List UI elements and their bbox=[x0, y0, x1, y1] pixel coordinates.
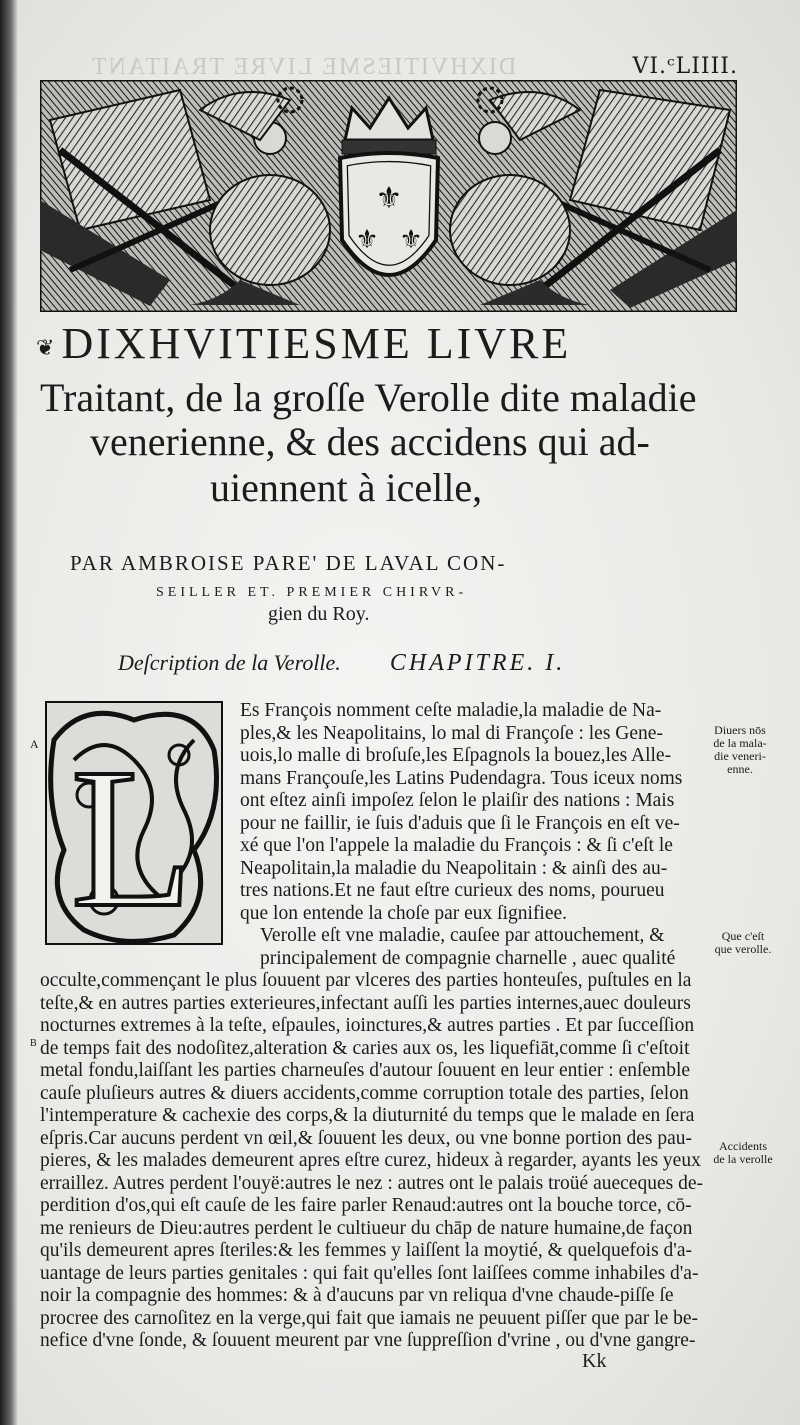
text-line: que verolle. bbox=[714, 942, 772, 956]
text-line: Que c'eſt bbox=[721, 929, 765, 943]
decorated-initial bbox=[44, 700, 224, 946]
side-mark-b: B bbox=[30, 1038, 37, 1049]
text-line: qu'ils demeurent apres ſteriles:& les femmes y laiſſent la moytié, & quelquefois d'a- bbox=[40, 1240, 692, 1261]
bleed-through-text: DIXHVITIESME LIVRE TRAITANT bbox=[90, 54, 517, 80]
initial-letter: L bbox=[70, 728, 194, 946]
chapter-number: CHAPITRE. I. bbox=[389, 650, 566, 676]
text-line: l'intemperature & cachexie des corps,& la diuturnité du temps que le malade en ſera bbox=[40, 1105, 695, 1126]
text-line: que lon entende la choſe par eux ſignifiee. bbox=[240, 902, 568, 924]
body-text-block-2 bbox=[40, 970, 710, 1353]
text-line: Es François nomment ceſte maladie,la maladie de Na- bbox=[240, 700, 662, 721]
book-title-line2: Traitant, de la groſſe Verolle dite maladie bbox=[40, 375, 697, 420]
woodcut-headpiece bbox=[40, 80, 737, 312]
svg-text:⚜: ⚜ bbox=[355, 225, 379, 255]
text-line: die veneri- bbox=[714, 749, 766, 763]
text-line: noir la compagnie des hommes: & à d'aucuns par vn reliqua d'vne chaude-piſſe ſe bbox=[40, 1285, 674, 1306]
folio-number: VI.ᶜLIIII. bbox=[632, 54, 738, 79]
svg-text:⚜: ⚜ bbox=[375, 181, 403, 216]
text-line: uois,lo malle di broſuſe,les Eſpagnols la bouez,les Alle- bbox=[240, 745, 672, 766]
text-line: mans Françouſe,les Latins Pudendagra. Tous iceux noms bbox=[240, 767, 683, 789]
signature-mark: Kk bbox=[582, 1350, 607, 1372]
text-line: principalement de compagnie charnelle , auec qualité bbox=[260, 947, 676, 969]
text-line: pieres, & les malades demeurent apres eſtre curez, hideux à regarder, ayants les yeux bbox=[40, 1150, 701, 1171]
body-text-block-1 bbox=[240, 700, 700, 970]
text-line: procree des carnoſitez en la verge,qui fait que iamais ne peuuent piſſer que par le be- bbox=[40, 1307, 699, 1329]
svg-text:⚜: ⚜ bbox=[399, 225, 423, 255]
text-line: xé que l'on l'appele la maladie du François : & ſi c'eſt le bbox=[240, 835, 673, 856]
text-line: erraillez. Autres perdent l'ouyë:autres le nez : autres ont le palais troüé aueceques de- bbox=[40, 1172, 703, 1194]
fleuron-icon: ❦ bbox=[36, 334, 58, 360]
text-line: perdition d'os,qui eſt cauſe de les faire parler Renaud:autres ont la bouche torce, cō- bbox=[40, 1195, 692, 1216]
margin-note-accidents bbox=[703, 1140, 783, 1166]
page-gutter-shadow bbox=[0, 0, 18, 1425]
text-line: de la verolle bbox=[713, 1152, 773, 1166]
text-line: Accidents bbox=[719, 1139, 767, 1153]
text-line: metal fondu,laiſſant les parties charneuſes d'autour ſouuent en leur entier : enſemble bbox=[40, 1060, 691, 1081]
margin-note-definition bbox=[703, 930, 783, 956]
text-line: Verolle eſt vne maladie, cauſee par attouchement, & bbox=[260, 925, 665, 946]
text-line: de temps fait des nodoſitez,alteration & caries aux os, les liquefiāt,comme ſi c'eſtoit bbox=[40, 1037, 690, 1059]
author-line3: gien du Roy. bbox=[268, 603, 370, 625]
author-line2: SEILLER ET. PREMIER CHIRVR- bbox=[156, 585, 468, 600]
text-line: teſte,& en autres parties exterieures,infectant auſſi les parties internes,auec douleurs bbox=[40, 992, 691, 1014]
text-line: me renieurs de Dieu:autres perdent le cultiueur du chāp de nature humaine,de façon bbox=[40, 1217, 693, 1239]
text-line: de la mala- bbox=[713, 736, 767, 750]
text-line: eſpris.Car aucuns perdent vn œil,& ſouuent les deux, ou vne bonne portion des pau- bbox=[40, 1127, 693, 1149]
book-title-line4: uiennent à icelle, bbox=[210, 465, 483, 510]
text-line: enne. bbox=[727, 762, 753, 776]
chapter-description: Deſcription de la Verolle. bbox=[118, 650, 341, 675]
text-line: Neapolitain,la maladie du Neapolitain : & ainſi des au- bbox=[240, 857, 668, 879]
text-line: ples,& les Neapolitains, lo mal di Françoſe : les Gene- bbox=[240, 722, 663, 744]
text-line: nefice d'vne ſonde, & ſouuent meurent par vne ſuppreſſion d'vrine , ou d'vne gangre- bbox=[40, 1330, 696, 1351]
book-title-line3: venerienne, & des accidens qui ad- bbox=[90, 419, 650, 464]
text-line: ont eſtez ainſi impoſez ſelon le plaiſir des nations : Mais bbox=[240, 790, 675, 811]
author-line1: PAR AMBROISE PARE' DE LAVAL CON- bbox=[70, 551, 507, 575]
book-title-text: DIXHVITIESME LIVRE bbox=[61, 319, 572, 368]
text-line: tres nations.Et ne faut eſtre curieux des noms, pourueu bbox=[240, 880, 665, 901]
text-line: uantage de leurs parties genitales : qui fait qu'elles ſont laiſſees comme inhabiles d'a- bbox=[40, 1262, 699, 1284]
text-line: occulte,commençant le plus ſouuent par vlceres des parties honteuſes, puſtules en la bbox=[40, 970, 692, 991]
side-mark-a: A bbox=[30, 737, 39, 751]
margin-note-names bbox=[700, 724, 780, 776]
text-line: Diuers nōs bbox=[714, 723, 766, 737]
text-line: cauſe pluſieurs autres & diuers accidents,comme corruption totale des parties, ſelon bbox=[40, 1082, 689, 1104]
text-line: pour ne faillir, ie ſuis d'aduis que ſi le François en eſt ve- bbox=[240, 812, 680, 834]
book-title-line1 bbox=[36, 318, 696, 369]
text-line: nocturnes extremes à la teſte, eſpaules, ioinctures,& autres parties . Et par ſucceſſion bbox=[40, 1015, 695, 1036]
chapter-heading bbox=[118, 650, 565, 677]
